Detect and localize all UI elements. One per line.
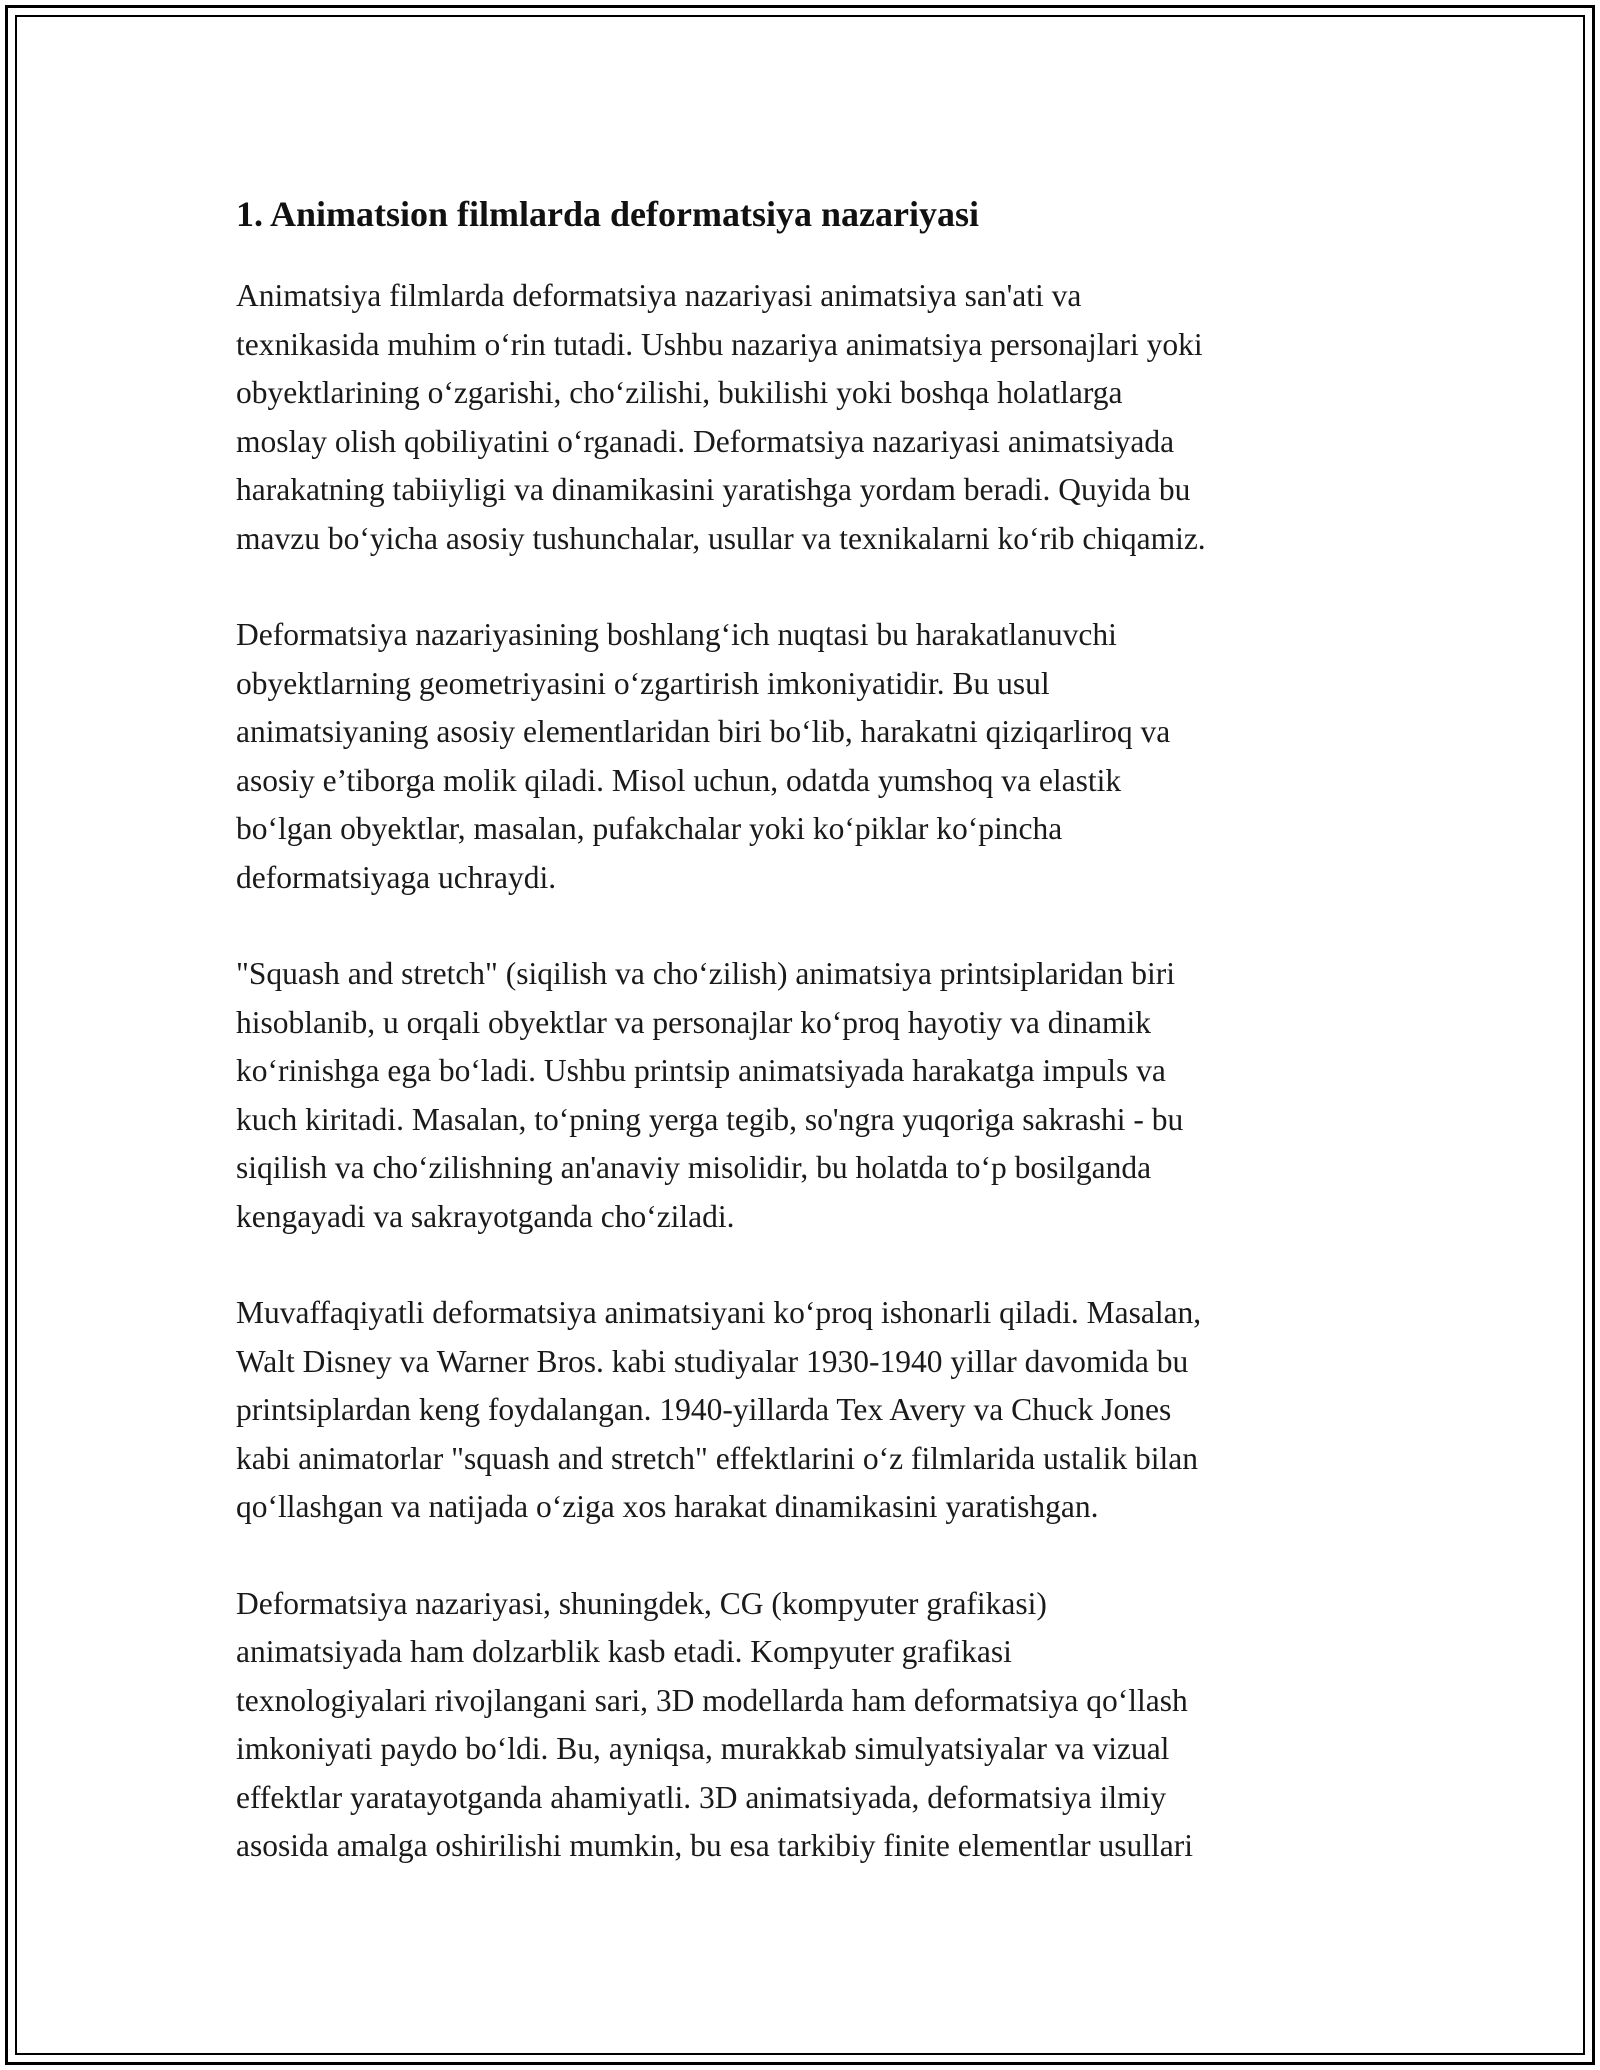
text-line: harakatning tabiiyligi va dinamikasini yaratishga yordam beradi. Quyida bu xyxy=(236,472,1191,507)
text-line: kabi animatorlar "squash and stretch" effektlarini o‘z filmlarida ustalik bilan xyxy=(236,1440,1198,1476)
text-line: Deformatsiya nazariyasi, shuningdek, CG (kompyuter grafikasi) xyxy=(236,1585,1047,1621)
text-line: printsiplardan keng foydalangan. 1940-yillarda Tex Avery va Chuck Jones xyxy=(236,1392,1172,1427)
text-line: asosida amalga oshirilishi mumkin, bu esa tarkibiy finite elementlar usullari xyxy=(236,1828,1194,1863)
text-line: qo‘llashgan va natijada o‘ziga xos harakat dinamikasini yaratishgan. xyxy=(236,1489,1099,1524)
text-line: animatsiyada ham dolzarblik kasb etadi. Kompyuter grafikasi xyxy=(236,1634,1012,1669)
text-line: siqilish va cho‘zilishning an'anaviy misolidir, bu holatda to‘p bosilganda xyxy=(236,1150,1152,1185)
text-line: Muvaffaqiyatli deformatsiya animatsiyani ko‘proq ishonarli qiladi. Masalan, xyxy=(236,1295,1202,1330)
text-line: imkoniyati paydo bo‘ldi. Bu, ayniqsa, murakkab simulyatsiyalar va vizual xyxy=(236,1731,1170,1766)
text-line: texnikasida muhim o‘rin tutadi. Ushbu nazariya animatsiya personajlari yoki xyxy=(236,326,1203,362)
text-line: texnologiyalari rivojlangani sari, 3D modellarda ham deformatsiya qo‘llash xyxy=(236,1682,1188,1718)
paragraph-2 xyxy=(236,611,1396,902)
text-line: moslay olish qobiliyatini o‘rganadi. Deformatsiya nazariyasi animatsiyada xyxy=(236,423,1175,459)
text-line: ko‘rinishga ega bo‘ladi. Ushbu printsip animatsiyada harakatga impuls va xyxy=(236,1053,1166,1088)
text-line: obyektlarining o‘zgarishi, cho‘zilishi, bukilishi yoki boshqa holatlarga xyxy=(236,375,1123,410)
paragraph-1 xyxy=(236,272,1396,563)
text-line: effektlar yaratayotganda ahamiyatli. 3D animatsiyada, deformatsiya ilmiy xyxy=(236,1779,1167,1815)
text-line: kengayadi va sakrayotganda cho‘ziladi. xyxy=(236,1198,735,1234)
paragraph-4 xyxy=(236,1289,1396,1532)
text-line: animatsiyaning asosiy elementlaridan biri bo‘lib, harakatni qiziqarliroq va xyxy=(236,714,1171,749)
text-line: bo‘lgan obyektlar, masalan, pufakchalar yoki ko‘piklar ko‘pincha xyxy=(236,811,1063,846)
text-line: Deformatsiya nazariyasining boshlang‘ich nuqtasi bu harakatlanuvchi xyxy=(236,617,1117,652)
paragraph-5 xyxy=(236,1580,1396,1871)
paragraph-3 xyxy=(236,950,1396,1241)
text-line: obyektlarning geometriyasini o‘zgartirish imkoniyatidir. Bu usul xyxy=(236,665,1050,701)
text-line: "Squash and stretch" (siqilish va cho‘zilish) animatsiya printsiplaridan biri xyxy=(236,956,1176,991)
text-line: Walt Disney va Warner Bros. kabi studiyalar 1930-1940 yillar davomida bu xyxy=(236,1343,1189,1379)
text-line: deformatsiyaga uchraydi. xyxy=(236,859,557,895)
text-line: mavzu bo‘yicha asosiy tushunchalar, usullar va texnikalarni ko‘rib chiqamiz. xyxy=(236,520,1206,556)
page-title: 1. Animatsion filmlarda deformatsiya nazariyasi xyxy=(236,194,979,234)
text-line: hisoblanib, u orqali obyektlar va personajlar ko‘proq hayotiy va dinamik xyxy=(236,1004,1152,1040)
text-line: Animatsiya filmlarda deformatsiya nazariyasi animatsiya san'ati va xyxy=(236,278,1082,313)
document-body xyxy=(236,186,1396,1871)
text-line: asosiy e’tiborga molik qiladi. Misol uchun, odatda yumshoq va elastik xyxy=(236,762,1122,798)
text-line: kuch kiritadi. Masalan, to‘pning yerga tegib, so'ngra yuqoriga sakrashi - bu xyxy=(236,1101,1184,1137)
